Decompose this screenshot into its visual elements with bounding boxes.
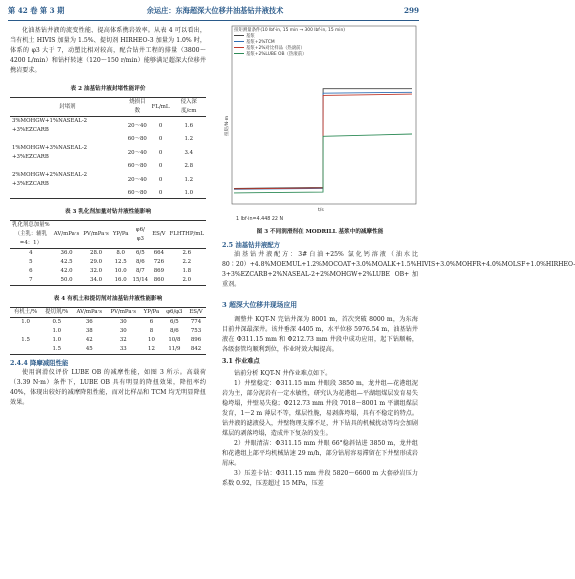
running-title: 余运庄：东海超深大位移井油基钻井液技术	[146, 6, 284, 15]
chart-annotation-top: 扭矩测量条件(10 lbf·in, 15 min → 300 lbf·in, 15 min)	[234, 28, 346, 33]
section-2-4-4-paragraph: 使用润滑仪评价 LUBE OB 的减摩性能，如图 3 所示。高载荷（3.39 N·m）条件下，LUBE OB 具有明显的降扭效果，降扭率约 40%，体现出较好的减摩降阻性能，而对比样品和 TCM 均无明显降扭效果。	[10, 369, 206, 406]
x-axis-label: t/s	[318, 208, 324, 213]
table4-cell: 10	[148, 337, 155, 343]
table3-cell: 8/6	[135, 259, 145, 265]
table2-caption: 表 2 油基钻井液封堵性能评价	[70, 86, 146, 92]
difficulty-wellbore-stability: 1）井壁稳定：Φ311.15 mm 井眼段 3850 m，龙井组—花港组泥岩为主，部分泥岩有一定水敏性，研究认为花港组—平湖组煤层发育易失稳垮塌，井壁易失稳；Φ212.73 mm 井段 7018～8001 m 平湖组煤层发育，1～2 m 薄层不等，煤层性脆，易剥落垮塌，具有不稳定的特点。钻井液的滤液侵入，井壁物理支撑不足，井下钻具的机械扰动等均会加剧煤层的剥落垮塌，造成井下复杂的发生。	[222, 380, 418, 437]
table3-cell: 6/5	[135, 250, 145, 256]
table4-cell	[10, 345, 41, 355]
table3-header-6: FLHTHP/mL	[169, 231, 204, 237]
table3-cell: 16.0	[114, 277, 127, 283]
table3-row	[10, 249, 206, 259]
table2-cell: 60～80	[127, 163, 147, 169]
table4-cell: 8	[149, 328, 154, 334]
table3-header-4: φ6/φ3	[135, 226, 145, 242]
table4-caption: 表 4 有机土和提切剂对油基钻井液性能影响	[53, 296, 163, 302]
journal-issue: 第 42 卷 第 3 期	[8, 6, 65, 15]
legend-swatch-1	[234, 41, 244, 42]
table3-cell: 2.2	[182, 259, 192, 265]
difficulty-differential-sticking: 3）压差卡钻：Φ311.15 mm 井段 5820～6600 m 大套砂岩压力系数 0.92，压差超过 15 MPa，压差	[222, 470, 418, 487]
table4-cell: 12	[148, 346, 155, 352]
series-line-3	[234, 134, 412, 193]
table4-header-3: PV/mPa·s	[110, 309, 137, 315]
table4-cell: 774	[190, 319, 202, 325]
table3-cell: 6	[29, 268, 33, 274]
right-column	[222, 26, 575, 489]
table4-cell: 842	[190, 346, 202, 352]
table3-caption: 表 3 乳化剂加量对钻井液性能影响	[64, 209, 152, 215]
table3-header-2: PV/mPa·s	[83, 231, 109, 237]
table4-cell: 42	[85, 337, 93, 343]
table3-row	[10, 258, 206, 267]
table3-cell: 2.6	[182, 250, 192, 256]
table3-cell: 10.0	[114, 268, 127, 274]
legend-swatch-3	[234, 53, 244, 54]
table2-cell	[10, 162, 125, 171]
table4-cell: 1.0	[52, 337, 62, 343]
chart-annotation-bottom: 1 lbf·in=4.448 22 N	[236, 217, 284, 222]
table3-cell: 726	[153, 259, 164, 265]
table4-body	[10, 318, 206, 355]
legend-label-1: 基浆+2%TCM	[246, 40, 275, 46]
section-3-1-heading: 3.1 作业难点	[222, 358, 260, 365]
table4-cell: 33	[119, 346, 127, 352]
table3-cell: 7	[29, 277, 33, 283]
table2-row	[10, 135, 206, 144]
table2-header-2: FL/mL	[151, 103, 170, 110]
table4-header-4: YP/Pa	[143, 309, 160, 315]
table4-row	[10, 336, 206, 345]
section-3-1-intro: 钻前分析 KQT-N 井作业难点如下。	[234, 370, 332, 377]
table3-header-0: 乳化剂总加量%（主乳：辅乳=4：1）	[12, 222, 50, 246]
section-3-paragraph: 调整井 KQT-N 完钻井深为 8001 m，首次突破 8000 m，为东海目前井深最深井。该井垂深 4405 m，水平位移 5976.54 m，油基钻井液在 Φ311.15 mm 和 Φ212.73 mm 井段中成功应用，起下钻顺畅，各级套管均顺利到位，作业时效大幅提高。	[222, 316, 418, 353]
legend-item-3	[234, 52, 345, 58]
table4-cell: 6/5	[170, 319, 179, 325]
table3-cell: 8/7	[135, 268, 145, 274]
page-number: 299	[403, 6, 419, 15]
table4-cell: 6	[149, 319, 154, 325]
table2-cell: 0	[158, 136, 163, 142]
legend-swatch-2	[234, 47, 244, 48]
table3-cell: 42.0	[60, 268, 73, 274]
table2-cell: 2.8	[184, 163, 194, 169]
difficulty-hole-cleaning: 2）井眼清洁：Φ311.15 mm 井眼 66°稳斜钻进 3850 m，龙井组和花港组上部平均机械钻速 29 m/h，部分钻屑容易滞留在下井壁形成岩屑床。	[222, 440, 418, 467]
table4-cell: 10/8	[168, 337, 181, 343]
table2-cell: 3%MOHGW+1%NASEAL-2 +3%EZCARB	[12, 118, 88, 133]
table4-cell: 30	[119, 319, 127, 325]
table4-header-1: 提切剂/%	[45, 309, 69, 315]
table2-row	[10, 162, 206, 171]
table2-cell: 2%MOHGW+2%NASEAL-2 +3%EZCARB	[12, 172, 88, 187]
table4-cell: 1.0	[52, 328, 62, 334]
section-2-5-paragraph: 油基钻井液配方：3#白油+25% 氯化钙溶液（油水比 80∶20）+4.8%MOEMUL+1.2%MOCOAT+3.0%MOALK+1.5%HIVIS+3.0%MOHFR+4.0%MOLSF+1.0%HIRHEO-3+3%EZCARB+2%NASEAL-2+2%MOHGW+2%LUBE OB+加重剂。	[222, 251, 575, 288]
section-2-5-heading: 2.5 油基钻井液配方	[222, 241, 281, 249]
table3-cell: 869	[153, 268, 164, 274]
table2-cell: 60～80	[127, 136, 147, 142]
table4-cell: 36	[85, 319, 93, 325]
table2-cell: 1.2	[184, 176, 194, 183]
figure3-chart	[222, 26, 418, 224]
table2-cell: 60～80	[127, 190, 147, 196]
table2-row	[10, 144, 206, 162]
table2-header-3: 侵入深度/cm	[180, 99, 197, 114]
table4-header-0: 有机土/%	[14, 309, 38, 315]
table2-header-1: 烧损目数	[129, 99, 146, 114]
table2-cell: 0	[158, 190, 163, 196]
legend-label-0: 基浆	[246, 34, 255, 40]
table3-cell: 34.0	[90, 277, 103, 283]
table3-header-3: YP/Pa	[112, 231, 129, 237]
table3-cell: 4	[29, 250, 33, 256]
table4-row	[10, 318, 206, 328]
table4-cell: 32	[119, 337, 127, 343]
chart-legend	[234, 28, 345, 58]
table3	[10, 220, 206, 286]
table3-cell: 860	[153, 277, 164, 283]
table2-cell: 3.4	[184, 149, 194, 156]
table4-cell: 1.0	[21, 319, 30, 325]
legend-label-2: 基浆+2%对比样品（热滚前）	[246, 46, 305, 52]
table3-row	[10, 267, 206, 276]
table3-cell: 32.0	[90, 268, 103, 274]
table3-cell: 29.0	[90, 259, 103, 265]
table3-cell: 8.0	[116, 250, 125, 256]
table3-row	[10, 276, 206, 286]
table2-row	[10, 117, 206, 136]
table3-cell: 42.5	[60, 259, 73, 265]
table4	[10, 307, 206, 355]
table2-cell: 1.2	[184, 136, 194, 142]
figure3-caption: 图 3 不同润滑剂在 MODRILL 基浆中的减摩性能	[256, 229, 384, 235]
table3-cell: 664	[153, 250, 164, 256]
legend-label-3: 基浆+2%LUBE OB（热滚前）	[246, 52, 307, 58]
table4-header-2: AV/mPa·s	[76, 309, 103, 315]
table2	[10, 97, 206, 199]
table4-cell: 753	[190, 328, 202, 334]
table3-cell: 5	[29, 259, 33, 265]
page-header	[8, 4, 419, 21]
table3-cell: 2.0	[182, 277, 192, 283]
table2-cell: 20～40	[127, 122, 147, 129]
table4-cell: 45	[85, 346, 93, 352]
table2-row	[10, 171, 206, 189]
table2-header-0: 封堵剂	[59, 103, 76, 110]
table2-body	[10, 117, 206, 199]
table2-cell: 0	[158, 163, 163, 169]
table4-cell: 896	[190, 337, 202, 343]
table2-row	[10, 189, 206, 199]
table4-cell: 11/9	[168, 346, 181, 352]
y-axis-label: 扭矩/N·m	[225, 115, 230, 136]
intro-paragraph: 化油基钻井液的流变性能、提高体系携岩效率。从表 4 可以看出，当有机土 HIVIS 加量为 1.5%、提切剂 HIRHEO-3 加量为 1.0% 时，体系的 φ3 大于 7，动塑比相对较高，配合钻井工程的排量（3800～4200 L/min）和钻杆转速（120～150 r/min）能够满足超深大位移井携岩要求。	[10, 27, 206, 74]
table3-cell: 12.5	[114, 259, 127, 265]
left-column	[10, 26, 206, 408]
section-2-4-4-heading: 2.4.4 降摩减阻性能	[10, 359, 69, 367]
table4-cell: 0.5	[52, 319, 62, 325]
table2-cell: 20～40	[127, 176, 147, 183]
table4-header-5: φ6/φ3	[166, 309, 183, 315]
table2-cell: 0	[158, 149, 163, 156]
table3-header-row	[10, 221, 206, 249]
table4-cell: 1.5	[52, 346, 62, 352]
table4-header-row	[10, 308, 206, 318]
table2-cell	[10, 189, 125, 199]
table4-cell: 38	[85, 328, 93, 334]
table2-cell: 20～40	[127, 149, 147, 156]
table4-cell: 30	[119, 328, 127, 334]
table3-cell: 1.8	[182, 268, 192, 274]
table2-cell: 1.0	[184, 190, 194, 196]
table2-cell: 0	[158, 176, 163, 183]
legend-swatch-0	[234, 35, 244, 36]
table4-row	[10, 327, 206, 336]
table3-cell: 15/14	[132, 277, 149, 283]
table3-cell: 36.0	[60, 250, 73, 256]
table4-cell: 1.5	[21, 337, 30, 343]
table2-cell	[10, 135, 125, 144]
section-3-heading: 3 超深大位移井现场应用	[222, 301, 298, 309]
table2-cell: 1%MOHGW+3%NASEAL-2 +3%EZCARB	[12, 145, 88, 160]
table3-cell: 28.0	[90, 250, 103, 256]
table4-row	[10, 345, 206, 355]
table4-cell: 8/6	[170, 328, 179, 334]
table3-cell: 50.0	[60, 277, 73, 283]
table2-cell: 0	[158, 122, 163, 129]
table2-cell: 1.6	[184, 122, 194, 129]
table4-cell	[10, 327, 41, 336]
table3-header-5: ES/V	[152, 231, 166, 237]
table3-header-1: AV/mPa·s	[53, 231, 80, 237]
table4-header-6: ES/V	[189, 309, 203, 315]
table3-body	[10, 249, 206, 286]
